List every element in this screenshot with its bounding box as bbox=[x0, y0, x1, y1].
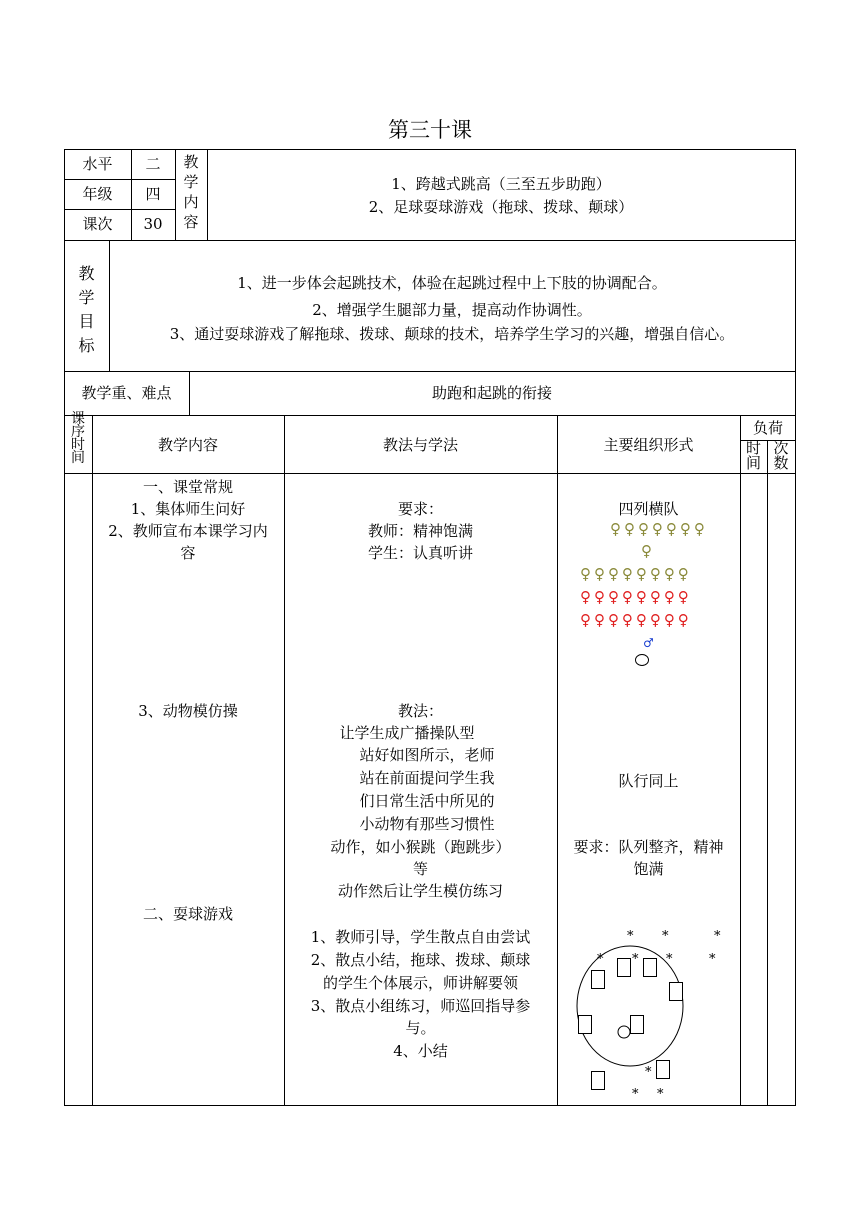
load-count-header: 次 数 bbox=[773, 439, 789, 472]
star-icon: * bbox=[645, 1065, 652, 1080]
req-teacher: 教师：精神饱满 bbox=[367, 522, 473, 540]
method-line: 让学生成广播操队型 bbox=[339, 724, 475, 742]
content-item-1: 1、集体师生问好 bbox=[130, 500, 246, 518]
method-line: 动作，如小猴跳（跑跳步） bbox=[330, 838, 511, 856]
method-line: 等 bbox=[412, 860, 428, 878]
same-as-above: 队行同上 bbox=[618, 772, 679, 790]
grade-value: 四 bbox=[145, 185, 161, 203]
star-icon: * bbox=[666, 952, 673, 967]
student-row-4: ♀ ♀ ♀ ♀ ♀ ♀ ♀ ♀ bbox=[580, 611, 689, 629]
org-requirement-line-1: 要求：队列整齐，精神 bbox=[573, 838, 724, 856]
method-line: 动作然后让学生模仿练习 bbox=[337, 882, 503, 900]
game-line: 2、散点小结，拖球、拨球、颠球 bbox=[310, 951, 531, 969]
student-row-1: ♀ ♀ ♀ ♀ ♀ ♀ ♀ bbox=[610, 520, 705, 538]
lesson-label: 课次 bbox=[82, 215, 113, 233]
lesson-value: 30 bbox=[143, 215, 163, 233]
objective-1: 1、进一步体会起跳技术，体验在起跳过程中上下肢的协调配合。 bbox=[237, 274, 667, 292]
student-square-icon bbox=[617, 958, 631, 977]
content-header: 教学内容 bbox=[157, 436, 218, 454]
game-line: 与。 bbox=[405, 1019, 436, 1037]
page-title: 第三十课 bbox=[388, 118, 472, 142]
student-square-icon bbox=[669, 982, 683, 1001]
student-square-icon bbox=[591, 970, 605, 989]
section2-title: 二、耍球游戏 bbox=[142, 905, 233, 923]
organization-header: 主要组织形式 bbox=[603, 436, 694, 454]
objective-2: 2、增强学生腿部力量，提高动作协调性。 bbox=[312, 301, 592, 319]
student-square-icon bbox=[578, 1015, 592, 1034]
key-points-label: 教学重、难点 bbox=[81, 384, 172, 402]
grade-label: 年级 bbox=[82, 185, 113, 203]
teacher-icon: ♂ bbox=[643, 636, 654, 650]
org-requirement-line-2: 饱满 bbox=[633, 860, 664, 878]
student-square-icon bbox=[630, 1015, 644, 1034]
student-square-icon bbox=[656, 1060, 670, 1079]
method-line: 站好如图所示，老师 bbox=[359, 746, 495, 764]
star-icon: * bbox=[662, 929, 669, 944]
student-square-icon bbox=[643, 958, 657, 977]
ball-icon bbox=[616, 1024, 632, 1040]
student-square-icon bbox=[591, 1071, 605, 1090]
star-icon: * bbox=[709, 952, 716, 967]
level-value: 二 bbox=[145, 155, 161, 173]
section1-title: 一、课堂常规 bbox=[142, 478, 233, 496]
content-label: 教 学 内 容 bbox=[183, 153, 199, 231]
star-icon: * bbox=[597, 952, 604, 967]
student-extra: ♀ bbox=[641, 542, 652, 560]
content-line-1: 1、跨越式跳高（三至五步助跑） bbox=[391, 175, 611, 193]
req-student: 学生：认真听讲 bbox=[367, 544, 473, 562]
method-header: 教法与学法 bbox=[382, 436, 458, 454]
level-label: 水平 bbox=[82, 155, 113, 173]
star-icon: * bbox=[632, 1087, 639, 1102]
game-line: 3、散点小组练习，师巡回指导参 bbox=[310, 997, 531, 1015]
star-icon: * bbox=[657, 1087, 664, 1102]
content-line-2: 2、足球耍球游戏（拖球、拨球、颠球） bbox=[368, 198, 634, 216]
method-title: 教法： bbox=[397, 702, 443, 720]
method-line: 站在前面提问学生我 bbox=[359, 769, 495, 787]
game-line: 1、教师引导，学生散点自由尝试 bbox=[310, 928, 531, 946]
content-item-2-line-2: 容 bbox=[180, 544, 196, 562]
formation-title: 四列横队 bbox=[618, 500, 679, 518]
load-time-header: 时 间 bbox=[745, 439, 761, 472]
content-item-2-line-1: 2、教师宣布本课学习内 bbox=[108, 522, 268, 540]
method-line: 们日常生活中所见的 bbox=[359, 792, 495, 810]
content-item-3: 3、动物模仿操 bbox=[138, 702, 238, 720]
star-icon: * bbox=[627, 929, 634, 944]
load-header: 负荷 bbox=[752, 419, 783, 437]
student-row-3: ♀ ♀ ♀ ♀ ♀ ♀ ♀ ♀ bbox=[580, 588, 689, 606]
req-title: 要求： bbox=[397, 500, 443, 518]
game-line: 的学生个体展示，师讲解要领 bbox=[322, 974, 518, 992]
objective-3: 3、通过耍球游戏了解拖球、拨球、颠球的技术，培养学生学习的兴趣，增强自信心。 bbox=[169, 325, 735, 343]
order-time-header: 课 序 时 间 bbox=[71, 411, 85, 466]
ball-icon bbox=[634, 653, 650, 667]
game-line: 4、小结 bbox=[393, 1042, 448, 1060]
star-icon: * bbox=[632, 952, 639, 967]
key-points-text: 助跑和起跳的衔接 bbox=[431, 384, 552, 402]
method-line: 小动物有那些习惯性 bbox=[359, 815, 495, 833]
objectives-label: 教 学 目 标 bbox=[78, 264, 95, 355]
student-row-2: ♀ ♀ ♀ ♀ ♀ ♀ ♀ ♀ bbox=[580, 565, 689, 583]
star-icon: * bbox=[714, 929, 721, 944]
